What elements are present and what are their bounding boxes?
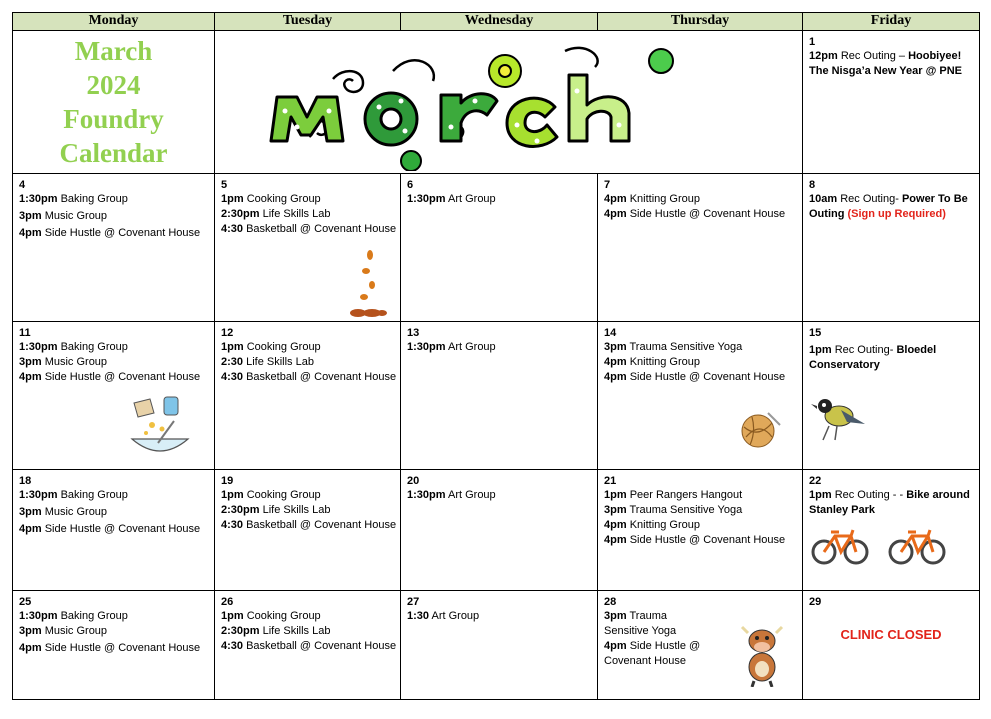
day-number: 13 [407,327,420,339]
event-text: Cooking Group [246,489,321,501]
event-row [221,355,394,370]
event-row [19,641,208,656]
event-time: 1pm [604,489,627,501]
event-row [604,340,796,355]
event-time: 1pm [809,344,832,356]
day-cell-21 [598,470,803,591]
day-cell-13 [401,322,598,470]
event-time: 1pm [221,489,244,501]
event-row [604,488,796,503]
falling-leaves-clipart [348,249,388,319]
day-number: 5 [221,179,228,191]
day-header-friday: Friday [803,13,980,31]
event-text: Basketball @ Covenant House [246,223,397,235]
day-number: 28 [604,596,617,608]
event-row [221,518,397,533]
event-time: 4pm [604,193,627,205]
event-time: 1pm [221,193,244,205]
event-text: Covenant House [604,655,686,667]
event-text: Music Group [44,210,108,222]
event-text: Baking Group [60,341,128,353]
day-cell-29 [803,591,980,700]
event-time: 1:30pm [19,489,58,501]
event-row [221,222,397,237]
event-1 [809,49,973,64]
event-text: Side Hustle @ Covenant House [44,227,201,239]
event-text: Baking Group [60,193,128,205]
signup-required-note: (Sign up Required) [847,208,946,220]
event-row [809,192,973,207]
title-line-month: March [74,36,153,66]
day-number: 6 [407,179,414,191]
event-highlight: Stanley Park [809,504,876,516]
event-row [221,503,394,518]
event-row [407,609,591,624]
event-time: 4pm [604,208,627,220]
event-time: 12pm [809,50,838,62]
event-text: Side Hustle @ Covenant House [629,371,786,383]
letter-r-shape [441,94,497,141]
event-row [19,209,208,224]
event-text: Side Hustle @ Covenant House [629,208,786,220]
event-highlight: Bloedel [896,344,937,356]
event-time: 4pm [19,642,42,654]
day-header-wednesday: Wednesday [401,13,598,31]
event-text: Basketball @ Covenant House [246,640,397,652]
event-text: Life Skills Lab [262,625,331,637]
day-number: 1 [809,36,816,48]
day-header-tuesday: Tuesday [215,13,401,31]
letter-c-shape [507,98,557,146]
event-row [19,355,208,370]
title-line-name: Foundry [63,104,164,134]
event-text: Baking Group [60,610,128,622]
yarn-ball-clipart [738,409,782,449]
day-cell-18 [13,470,215,591]
event-text: Trauma Sensitive Yoga [629,504,743,516]
event-text: Rec Outing- [840,193,902,205]
event-row [221,340,394,355]
event-row [604,503,796,518]
event-text: Rec Outing - - [834,489,907,501]
day-number: 29 [809,596,822,608]
calendar-table [12,12,980,700]
event-row [407,340,591,355]
day-header-monday: Monday [13,13,215,31]
event-time: 4pm [604,371,627,383]
event-time: 3pm [604,610,627,622]
event-text: Knitting Group [629,193,701,205]
day-cell-6 [401,174,598,322]
event-row [809,343,973,358]
march-banner-cell [215,31,803,174]
event-row [19,192,208,207]
week-row-3 [13,322,980,470]
day-cell-8 [803,174,980,322]
event-time: 3pm [19,625,42,637]
event-text: Trauma Sensitive Yoga [629,341,743,353]
event-time: 1:30pm [19,193,58,205]
event-text: Music Group [44,506,108,518]
day-cell-27 [401,591,598,700]
day-number: 14 [604,327,617,339]
event-time: 3pm [604,504,627,516]
day-number: 4 [19,179,26,191]
event-row [19,505,208,520]
day-cell-26 [215,591,401,700]
event-time: 10am [809,193,838,205]
event-row [604,192,796,207]
event-text: Side Hustle @ Covenant House [44,371,201,383]
event-row [604,370,796,385]
event-time: 4pm [604,519,627,531]
event-time: 1pm [221,341,244,353]
event-text: Baking Group [60,489,128,501]
bicycle-clipart [888,526,946,566]
event-time: 1pm [809,489,832,501]
day-number: 8 [809,179,816,191]
event-time: 1:30 [407,610,430,622]
event-text: Basketball @ Covenant House [246,519,397,531]
event-text: Side Hustle @ Covenant House [44,642,201,654]
day-cell-25 [13,591,215,700]
day-number: 7 [604,179,611,191]
day-number: 26 [221,596,234,608]
day-number: 12 [221,327,234,339]
calendar-title [13,31,215,174]
event-row [604,355,796,370]
event-time: 4pm [604,356,627,368]
event-text: Life Skills Lab [262,504,331,516]
event-highlight: Outing [809,208,845,220]
day-number: 18 [19,475,32,487]
clinic-closed-notice: CLINIC CLOSED [840,627,942,642]
event-row [221,609,394,624]
event-text: Sensitive Yoga [604,625,677,637]
day-cell-14 [598,322,803,470]
day-cell-22 [803,470,980,591]
event-time: 1:30pm [407,341,446,353]
event-time: 4pm [604,640,627,652]
event-text: Side Hustle @ [629,640,701,652]
event-row [221,207,394,222]
event-time: 3pm [19,210,42,222]
event-text: Music Group [44,625,108,637]
event-row [19,522,208,537]
event-time: 4pm [19,371,42,383]
day-number: 27 [407,596,420,608]
event-row [407,488,591,503]
week-row-4 [13,470,980,591]
week-row-1 [13,31,980,174]
event-text: Art Group [447,341,496,353]
event-time: 4:30 [221,640,244,652]
event-row [19,624,208,639]
event-time: 4:30 [221,371,244,383]
event-time: 1:30pm [407,193,446,205]
event-row [221,192,394,207]
march-banner-art [215,31,795,171]
event-time: 2:30pm [221,208,260,220]
week-row-5 [13,591,980,700]
day-cell-20 [401,470,598,591]
day-number: 20 [407,475,420,487]
title-line-calendar: Calendar [59,138,168,168]
event-time: 1:30pm [19,610,58,622]
day-cell-12 [215,322,401,470]
event-text: Cooking Group [246,610,321,622]
event-text: Rec Outing- [834,344,897,356]
letter-h-shape [569,75,629,141]
bird-clipart [811,382,867,444]
event-highlight: Bike around [906,489,970,501]
day-number: 15 [809,327,822,339]
event-time: 3pm [19,356,42,368]
event-row [221,370,397,385]
event-time: 3pm [604,341,627,353]
event-row [604,518,796,533]
event-highlight: Power To Be [901,193,968,205]
event-text: Side Hustle @ Covenant House [629,534,786,546]
event-text: Art Group [431,610,480,622]
day-number: 22 [809,475,822,487]
event-text: Trauma [629,610,667,622]
event-highlight: Hoobiyee! [908,50,962,62]
event-row [19,609,208,624]
event-row [407,192,591,207]
event-time: 2:30pm [221,625,260,637]
event-time: 4pm [604,534,627,546]
event-text: Peer Rangers Hangout [629,489,743,501]
bicycle-clipart [811,526,869,566]
event-time: 4:30 [221,223,244,235]
cow-clipart [740,625,784,687]
day-number: 19 [221,475,234,487]
event-row [19,340,208,355]
day-cell-5 [215,174,401,322]
event-text: Music Group [44,356,108,368]
event-row [604,533,796,548]
day-cell-11 [13,322,215,470]
day-number: 11 [19,327,31,339]
event-time: 1:30pm [19,341,58,353]
event-time: 4pm [19,227,42,239]
event-row [221,624,394,639]
day-cell-4 [13,174,215,322]
event-text: Side Hustle @ Covenant House [44,523,201,535]
event-text: Knitting Group [629,519,701,531]
event-time: 2:30pm [221,504,260,516]
event-row [19,488,208,503]
event-time: 4pm [19,523,42,535]
day-cell-7 [598,174,803,322]
event-row [221,639,397,654]
event-text: Life Skills Lab [246,356,314,368]
event-time: 1:30pm [407,489,446,501]
day-cell-15 [803,322,980,470]
event-text: Basketball @ Covenant House [246,371,397,383]
day-cell-28 [598,591,803,700]
baking-bowl-clipart [128,393,192,459]
day-header-thursday: Thursday [598,13,803,31]
event-row [221,488,394,503]
event-row [809,488,973,503]
day-number: 25 [19,596,32,608]
day-header-row [13,13,980,31]
event-time: 1pm [221,610,244,622]
event-text: Art Group [447,193,496,205]
week-row-2 [13,174,980,322]
event-row [604,609,796,624]
event-row [604,207,796,222]
event-time: 3pm [19,506,42,518]
event-time: 4:30 [221,519,244,531]
event-time: 2:30 [221,356,244,368]
event-highlight: Conservatory [809,359,880,371]
event-text: Cooking Group [246,341,321,353]
event-text: Life Skills Lab [262,208,331,220]
event-text: Art Group [447,489,496,501]
event-row [19,226,208,241]
day-cell-19 [215,470,401,591]
event-detail: The Nisga’a New Year @ PNE [809,65,962,77]
event-text: Cooking Group [246,193,321,205]
letter-m-shape [271,97,343,141]
event-text: Rec Outing – [840,50,909,62]
title-line-year: 2024 [86,70,141,100]
event-row [19,370,208,385]
event-text: Knitting Group [629,356,701,368]
day-cell-1 [803,31,980,174]
day-number: 21 [604,475,617,487]
